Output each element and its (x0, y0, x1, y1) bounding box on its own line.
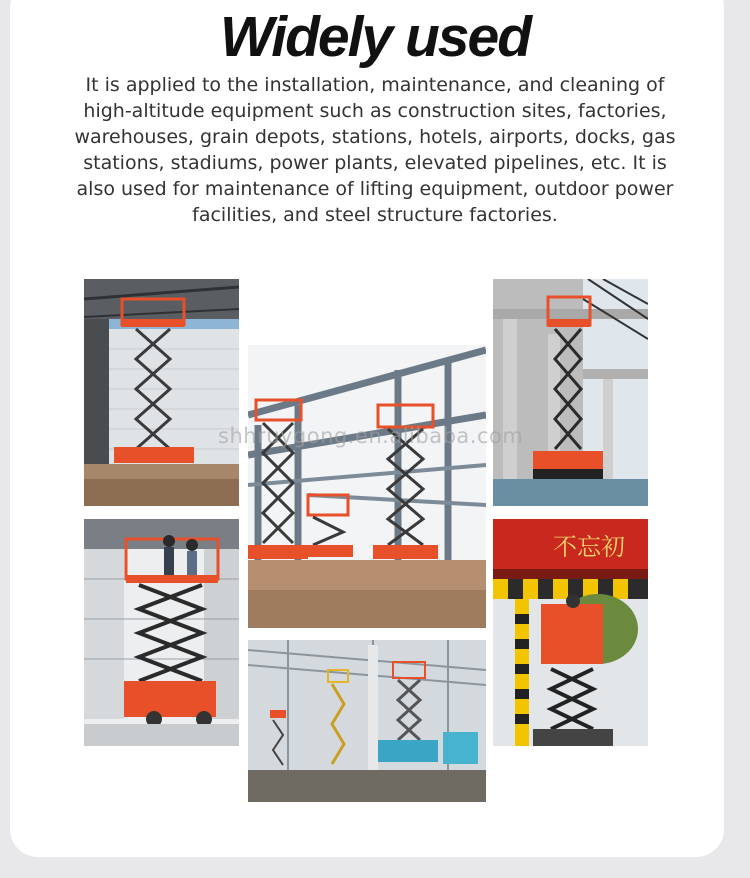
section-description: It is applied to the installation, maintenance, and cleaning of high-altitude equipment such as construction sites, factories, warehouses, grain depots, stations, hotels, airports, docks, gas stations, stadiums, power plants, elevated pipelines, etc. It is also used for maintenance of lifting equipment, outdoor power facilities, and steel structure factories. (74, 74, 676, 226)
photo-factory-wall-lift (84, 279, 239, 506)
photo-steel-frame-lifts (248, 345, 486, 628)
photo-warehouse-lifts (248, 640, 486, 802)
section-title: Widely used (219, 5, 531, 69)
sign-text: 不忘初 (553, 533, 625, 561)
photo-sign-arch-lift (493, 519, 648, 746)
photo-concrete-building-lift (493, 279, 648, 506)
photo-indoor-lift-workers (84, 519, 239, 746)
watermark: shhruygong.en.alibaba.com (218, 424, 524, 448)
